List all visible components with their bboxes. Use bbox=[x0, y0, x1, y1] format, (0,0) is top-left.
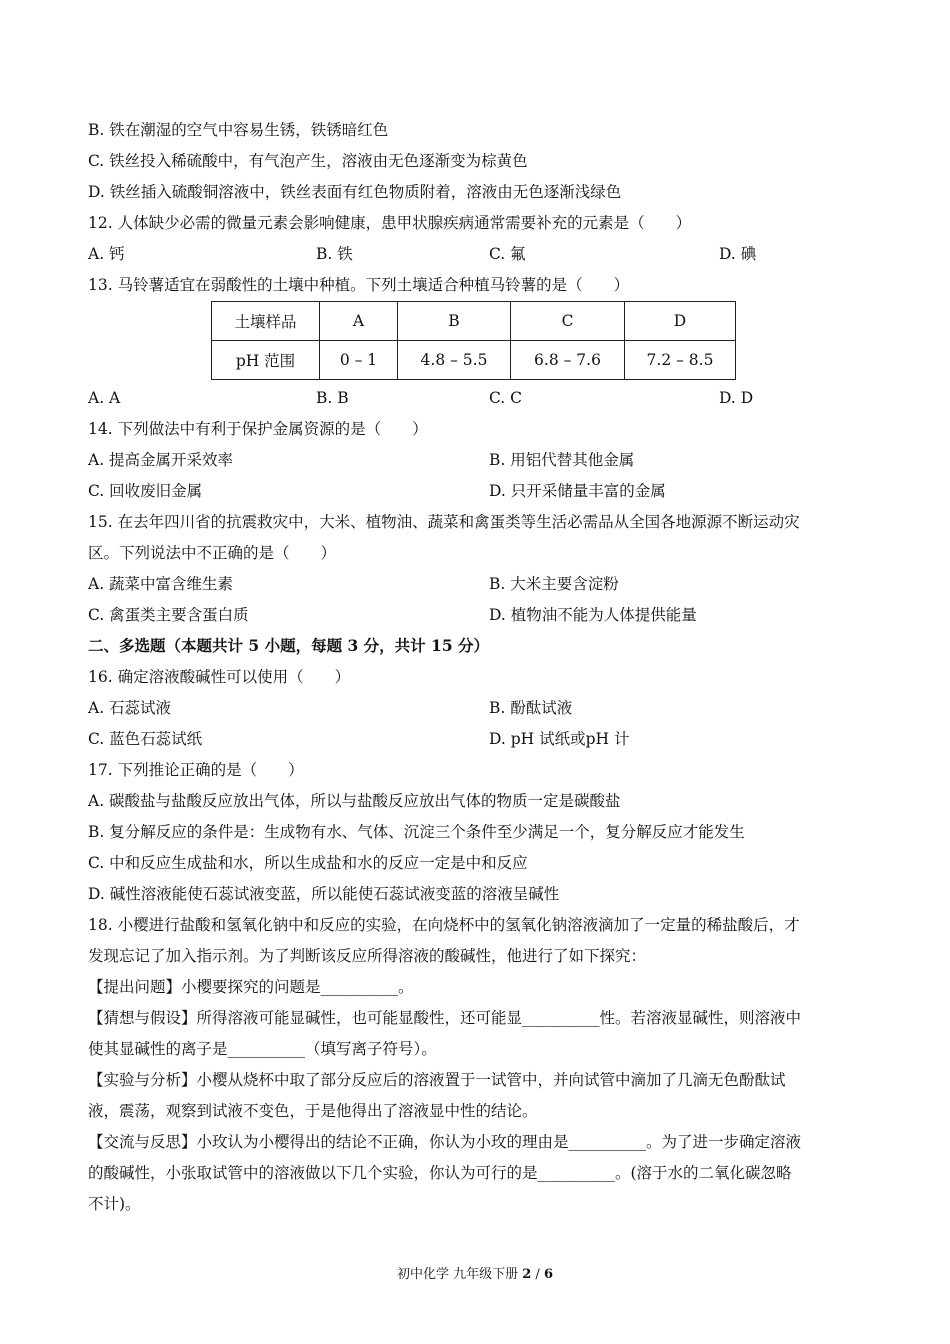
q11-option-d: D. 铁丝插入硫酸铜溶液中，铁丝表面有红色物质附着，溶液由无色逐渐浅绿色 bbox=[88, 183, 622, 201]
q15-stem-line1: 15. 在去年四川省的抗震救灾中，大米、植物油、蔬菜和禽蛋类等生活必需品从全国各地源源不断运动灾 bbox=[88, 513, 800, 531]
q14-stem: 14. 下列做法中有利于保护金属资源的是（ ） bbox=[88, 420, 428, 438]
q15-option-d: D. 植物油不能为人体提供能量 bbox=[489, 606, 697, 624]
q12-option-d: D. 碘 bbox=[719, 245, 757, 263]
q17-option-a: A. 碳酸盐与盐酸反应放出气体，所以与盐酸反应放出气体的物质一定是碳酸盐 bbox=[88, 792, 621, 810]
q12-option-b: B. 铁 bbox=[316, 245, 353, 263]
q16-option-a: A. 石蕊试液 bbox=[88, 699, 172, 717]
q13-option-c: C. C bbox=[489, 389, 523, 407]
table-row bbox=[212, 302, 736, 341]
q18-line2: 发现忘记了加入指示剂。为了判断该反应所得溶液的酸碱性，他进行了如下探究： bbox=[88, 947, 647, 965]
q16-option-b: B. 酚酞试液 bbox=[489, 699, 573, 717]
q14-option-d: D. 只开采储量丰富的金属 bbox=[489, 482, 666, 500]
table-cell: A bbox=[320, 302, 398, 341]
q12-stem: 12. 人体缺少必需的微量元素会影响健康，患甲状腺疾病通常需要补充的元素是（ ） bbox=[88, 214, 692, 232]
q18-line10: 不计)。 bbox=[88, 1195, 141, 1213]
q15-stem-line2: 区。下列说法中不正确的是（ ） bbox=[88, 544, 337, 562]
q18-line9: 的酸碱性，小张取试管中的溶液做以下几个实验，你认为可行的是__________。(溶于水的二氧化碳忽略 bbox=[88, 1164, 792, 1182]
q13-option-a: A. A bbox=[88, 389, 121, 407]
table-cell: B bbox=[398, 302, 511, 341]
q17-option-b: B. 复分解反应的条件是：生成物有水、气体、沉淀三个条件至少满足一个，复分解反应才能发生 bbox=[88, 823, 745, 841]
q14-option-c: C. 回收废旧金属 bbox=[88, 482, 203, 500]
q15-option-c: C. 禽蛋类主要含蛋白质 bbox=[88, 606, 249, 624]
table-cell: C bbox=[511, 302, 625, 341]
table-cell: 6.8 – 7.6 bbox=[511, 341, 625, 380]
q18-line4: 【猜想与假设】所得溶液可能显碱性，也可能显酸性，还可能显__________性。若溶液显碱性，则溶液中 bbox=[88, 1009, 802, 1027]
q15-option-a: A. 蔬菜中富含维生素 bbox=[88, 575, 234, 593]
q13-option-d: D. D bbox=[719, 389, 754, 407]
table-cell: pH 范围 bbox=[212, 341, 320, 380]
q16-stem: 16. 确定溶液酸碱性可以使用（ ） bbox=[88, 668, 351, 686]
table-cell: 0 – 1 bbox=[320, 341, 398, 380]
q17-option-d: D. 碱性溶液能使石蕊试液变蓝，所以能使石蕊试液变蓝的溶液呈碱性 bbox=[88, 885, 560, 903]
q16-option-c: C. 蓝色石蕊试纸 bbox=[88, 730, 203, 748]
q18-line6: 【实验与分析】小樱从烧杯中取了部分反应后的溶液置于一试管中，并向试管中滴加了几滴无色酚酞试 bbox=[88, 1071, 786, 1089]
q14-option-a: A. 提高金属开采效率 bbox=[88, 451, 234, 469]
q17-stem: 17. 下列推论正确的是（ ） bbox=[88, 761, 304, 779]
footer-separator: / bbox=[531, 1267, 544, 1282]
q18-line1: 18. 小樱进行盐酸和氢氧化钠中和反应的实验，在向烧杯中的氢氧化钠溶液滴加了一定量的稀盐酸后，才 bbox=[88, 916, 800, 934]
q18-line8: 【交流与反思】小玫认为小樱得出的结论不正确，你认为小玫的理由是__________。为了进一步确定溶液 bbox=[88, 1133, 802, 1151]
q11-option-c: C. 铁丝投入稀硫酸中，有气泡产生，溶液由无色逐渐变为棕黄色 bbox=[88, 152, 528, 170]
table-cell: 4.8 – 5.5 bbox=[398, 341, 511, 380]
table-cell: D bbox=[625, 302, 736, 341]
soil-ph-table bbox=[211, 301, 736, 380]
q14-option-b: B. 用铝代替其他金属 bbox=[489, 451, 635, 469]
footer-subject: 初中化学 九年级下册 bbox=[396, 1267, 523, 1282]
q16-option-d: D. pH 试纸或pH 计 bbox=[489, 730, 630, 748]
table-row bbox=[212, 341, 736, 380]
q12-option-a: A. 钙 bbox=[88, 245, 125, 263]
q11-option-b: B. 铁在潮湿的空气中容易生锈，铁锈暗红色 bbox=[88, 121, 389, 139]
q18-line7: 液，震荡，观察到试液不变色，于是他得出了溶液显中性的结论。 bbox=[88, 1102, 538, 1120]
q18-line5: 使其显碱性的离子是__________（填写离子符号）。 bbox=[88, 1040, 437, 1058]
footer-total-pages: 6 bbox=[543, 1267, 553, 1282]
q12-option-c: C. 氟 bbox=[489, 245, 526, 263]
q15-option-b: B. 大米主要含淀粉 bbox=[489, 575, 619, 593]
q13-stem: 13. 马铃薯适宜在弱酸性的土壤中种植。下列土壤适合种植马铃薯的是（ ） bbox=[88, 276, 630, 294]
page-footer bbox=[0, 1263, 950, 1282]
table-cell: 7.2 – 8.5 bbox=[625, 341, 736, 380]
q18-line3: 【提出问题】小樱要探究的问题是__________。 bbox=[88, 978, 414, 996]
section-heading-multiple-choice: 二、多选题（本题共计 5 小题，每题 3 分，共计 15 分） bbox=[88, 636, 490, 655]
q17-option-c: C. 中和反应生成盐和水，所以生成盐和水的反应一定是中和反应 bbox=[88, 854, 528, 872]
table-cell: 土壤样品 bbox=[212, 302, 320, 341]
footer-page-number: 2 bbox=[522, 1267, 532, 1282]
q13-option-b: B. B bbox=[316, 389, 349, 407]
